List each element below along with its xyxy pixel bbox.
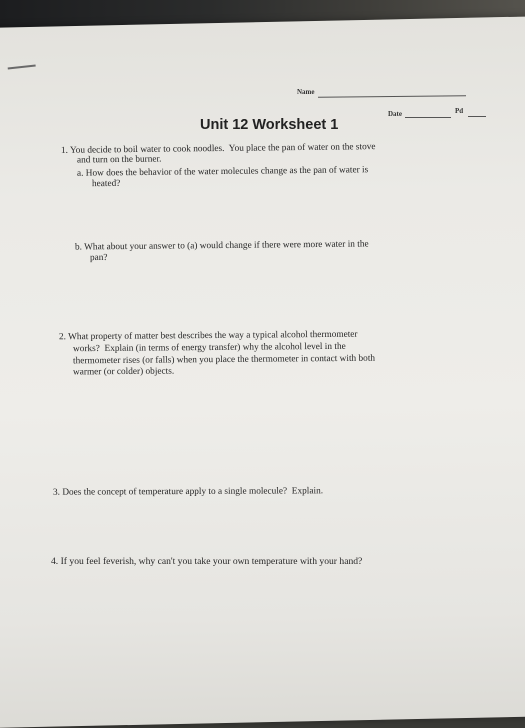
question-1-line-1: You decide to boil water to cook noodles. You place the pan of water on the stove — [69, 142, 376, 156]
question-1b-cont — [90, 253, 108, 265]
question-1b-label: b. — [74, 242, 83, 253]
question-1a-line-2: heated? — [91, 178, 121, 190]
question-1b-line-2: pan? — [89, 252, 108, 264]
question-2-cont-3 — [73, 367, 174, 379]
question-1-number: 1. — [60, 145, 69, 156]
question-2-line-1: What property of matter best describes the way a typical alcohol thermometer — [68, 329, 358, 343]
question-1a-line-1: How does the behavior of the water molecules change as the pan of water is — [85, 165, 369, 179]
period-line[interactable] — [468, 116, 486, 117]
question-3-number: 3. — [52, 487, 61, 498]
question-4-number: 4. — [51, 556, 59, 567]
question-1-line-2: and turn on the burner. — [76, 154, 162, 166]
worksheet-title: Unit 12 Worksheet 1 — [200, 117, 339, 133]
question-1-cont — [77, 154, 162, 166]
date-line[interactable] — [405, 117, 451, 118]
question-3 — [53, 486, 323, 499]
question-2-cont-2 — [73, 354, 375, 368]
question-2-line-2: works? Explain (in terms of energy transfer) why the alcohol level in the — [72, 341, 346, 355]
pen-mark — [8, 65, 37, 76]
question-2-line-4: warmer (or colder) objects. — [72, 366, 175, 378]
question-2-line-3: thermometer rises (or falls) when you place the thermometer in contact with both — [72, 353, 376, 367]
date-label: Date — [388, 110, 402, 118]
question-3-text: Does the concept of temperature apply to a single molecule? Explain. — [62, 486, 324, 498]
period-label: Pd — [455, 107, 464, 115]
question-1a — [77, 165, 368, 180]
question-1b-line-1: What about your answer to (a) would change if there were more water in the — [84, 239, 369, 253]
name-label: Name — [297, 88, 315, 96]
question-4 — [51, 556, 362, 567]
question-1a-label: a. — [76, 168, 84, 179]
question-1b — [75, 239, 369, 253]
question-2-number: 2. — [58, 332, 67, 343]
name-line[interactable] — [318, 95, 466, 98]
question-4-text: If you feel feverish, why can't you take your own temperature with your hand? — [60, 556, 363, 567]
question-1a-cont — [92, 179, 121, 191]
